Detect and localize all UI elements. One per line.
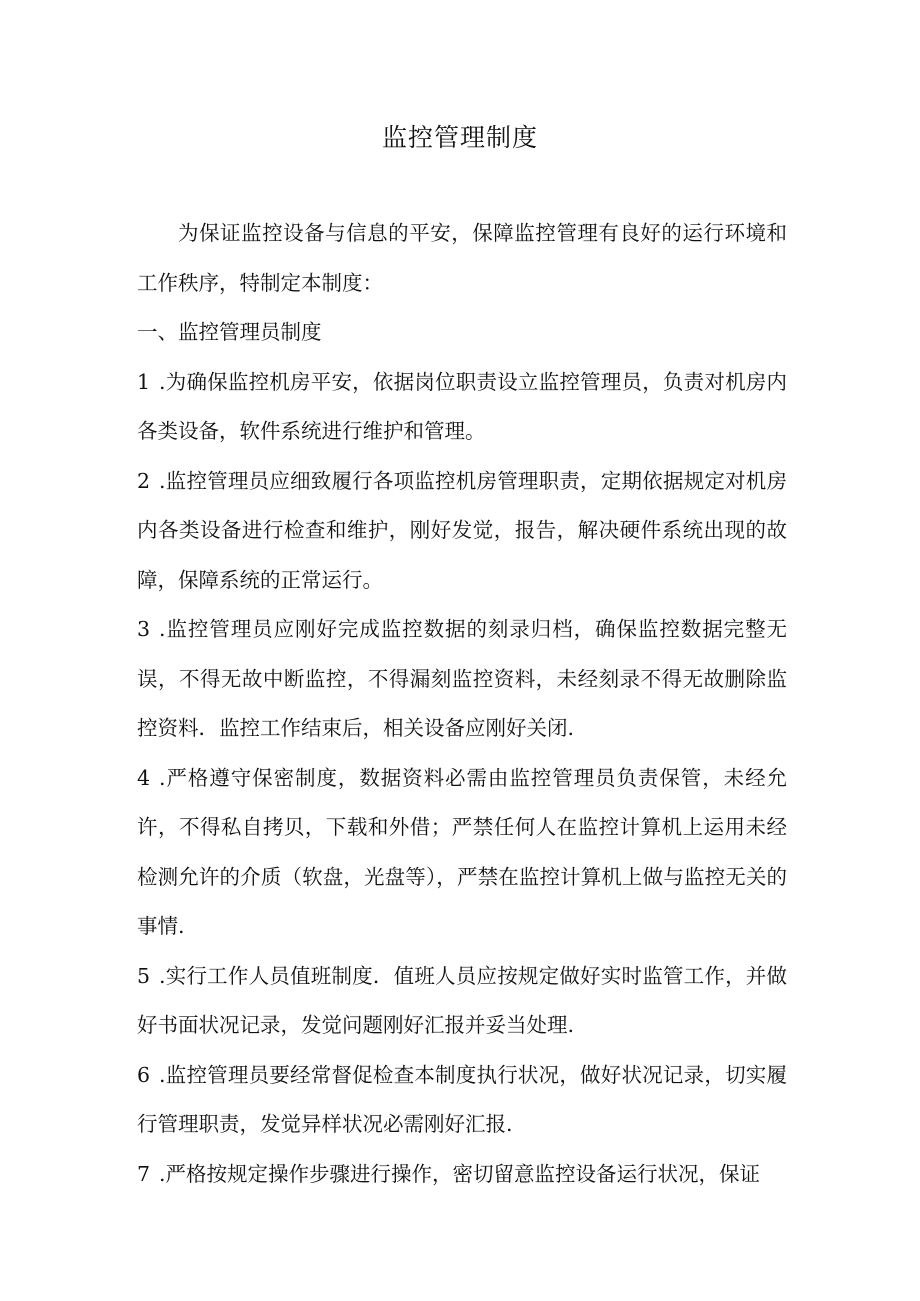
item-number: 6 — [137, 1062, 151, 1087]
section-heading: 一、监控管理员制度 — [137, 320, 322, 344]
list-item-2 — [137, 457, 787, 606]
list-item-7 — [137, 1150, 787, 1200]
item-number: 1 — [137, 369, 151, 394]
item-number: 4 — [137, 765, 151, 790]
list-item-3 — [137, 605, 787, 754]
item-text: .监控管理员要经常督促检查本制度执行状况，做好状况记录，切实履行管理职责，发觉异样状况必需刚好汇报. — [137, 1062, 787, 1136]
list-item-6 — [137, 1051, 787, 1150]
item-number: 7 — [137, 1161, 151, 1186]
item-number: 5 — [137, 963, 151, 988]
item-text: .严格按规定操作步骤进行操作，密切留意监控设备运行状况，保证 — [159, 1161, 761, 1186]
list-item-5 — [137, 952, 787, 1051]
intro-paragraph: 为保证监控设备与信息的平安，保障监控管理有良好的运行环境和工作秩序，特制定本制度： — [137, 221, 787, 295]
item-text: .严格遵守保密制度，数据资料必需由监控管理员负责保管，未经允许，不得私自拷贝，下载和外借；严禁任何人在监控计算机上运用未经检测允许的介质（软盘，光盘等），严禁在监控计算机上做与监控无关的事情. — [137, 765, 787, 938]
item-text: .为确保监控机房平安，依据岗位职责设立监控管理员，负责对机房内各类设备，软件系统进行维护和管理。 — [137, 369, 787, 443]
item-text: .实行工作人员值班制度．值班人员应按规定做好实时监管工作，并做好书面状况记录，发觉问题刚好汇报并妥当处理. — [137, 963, 787, 1037]
list-item-1 — [137, 358, 787, 457]
item-number: 3 — [137, 617, 151, 641]
item-number: 2 — [137, 468, 151, 493]
document-body — [137, 209, 787, 1199]
document-title: 监控管理制度 — [381, 123, 538, 152]
list-item-4 — [137, 754, 787, 952]
item-text: .监控管理员应细致履行各项监控机房管理职责，定期依据规定对机房内各类设备进行检查和维护，刚好发觉，报告，解决硬件系统出现的故障，保障系统的正常运行。 — [137, 468, 787, 592]
item-text: .监控管理员应刚好完成监控数据的刻录归档，确保监控数据完整无误，不得无故中断监控，不得漏刻监控资料，未经刻录不得无故删除监控资料．监控工作结束后，相关设备应刚好关闭. — [137, 617, 787, 740]
